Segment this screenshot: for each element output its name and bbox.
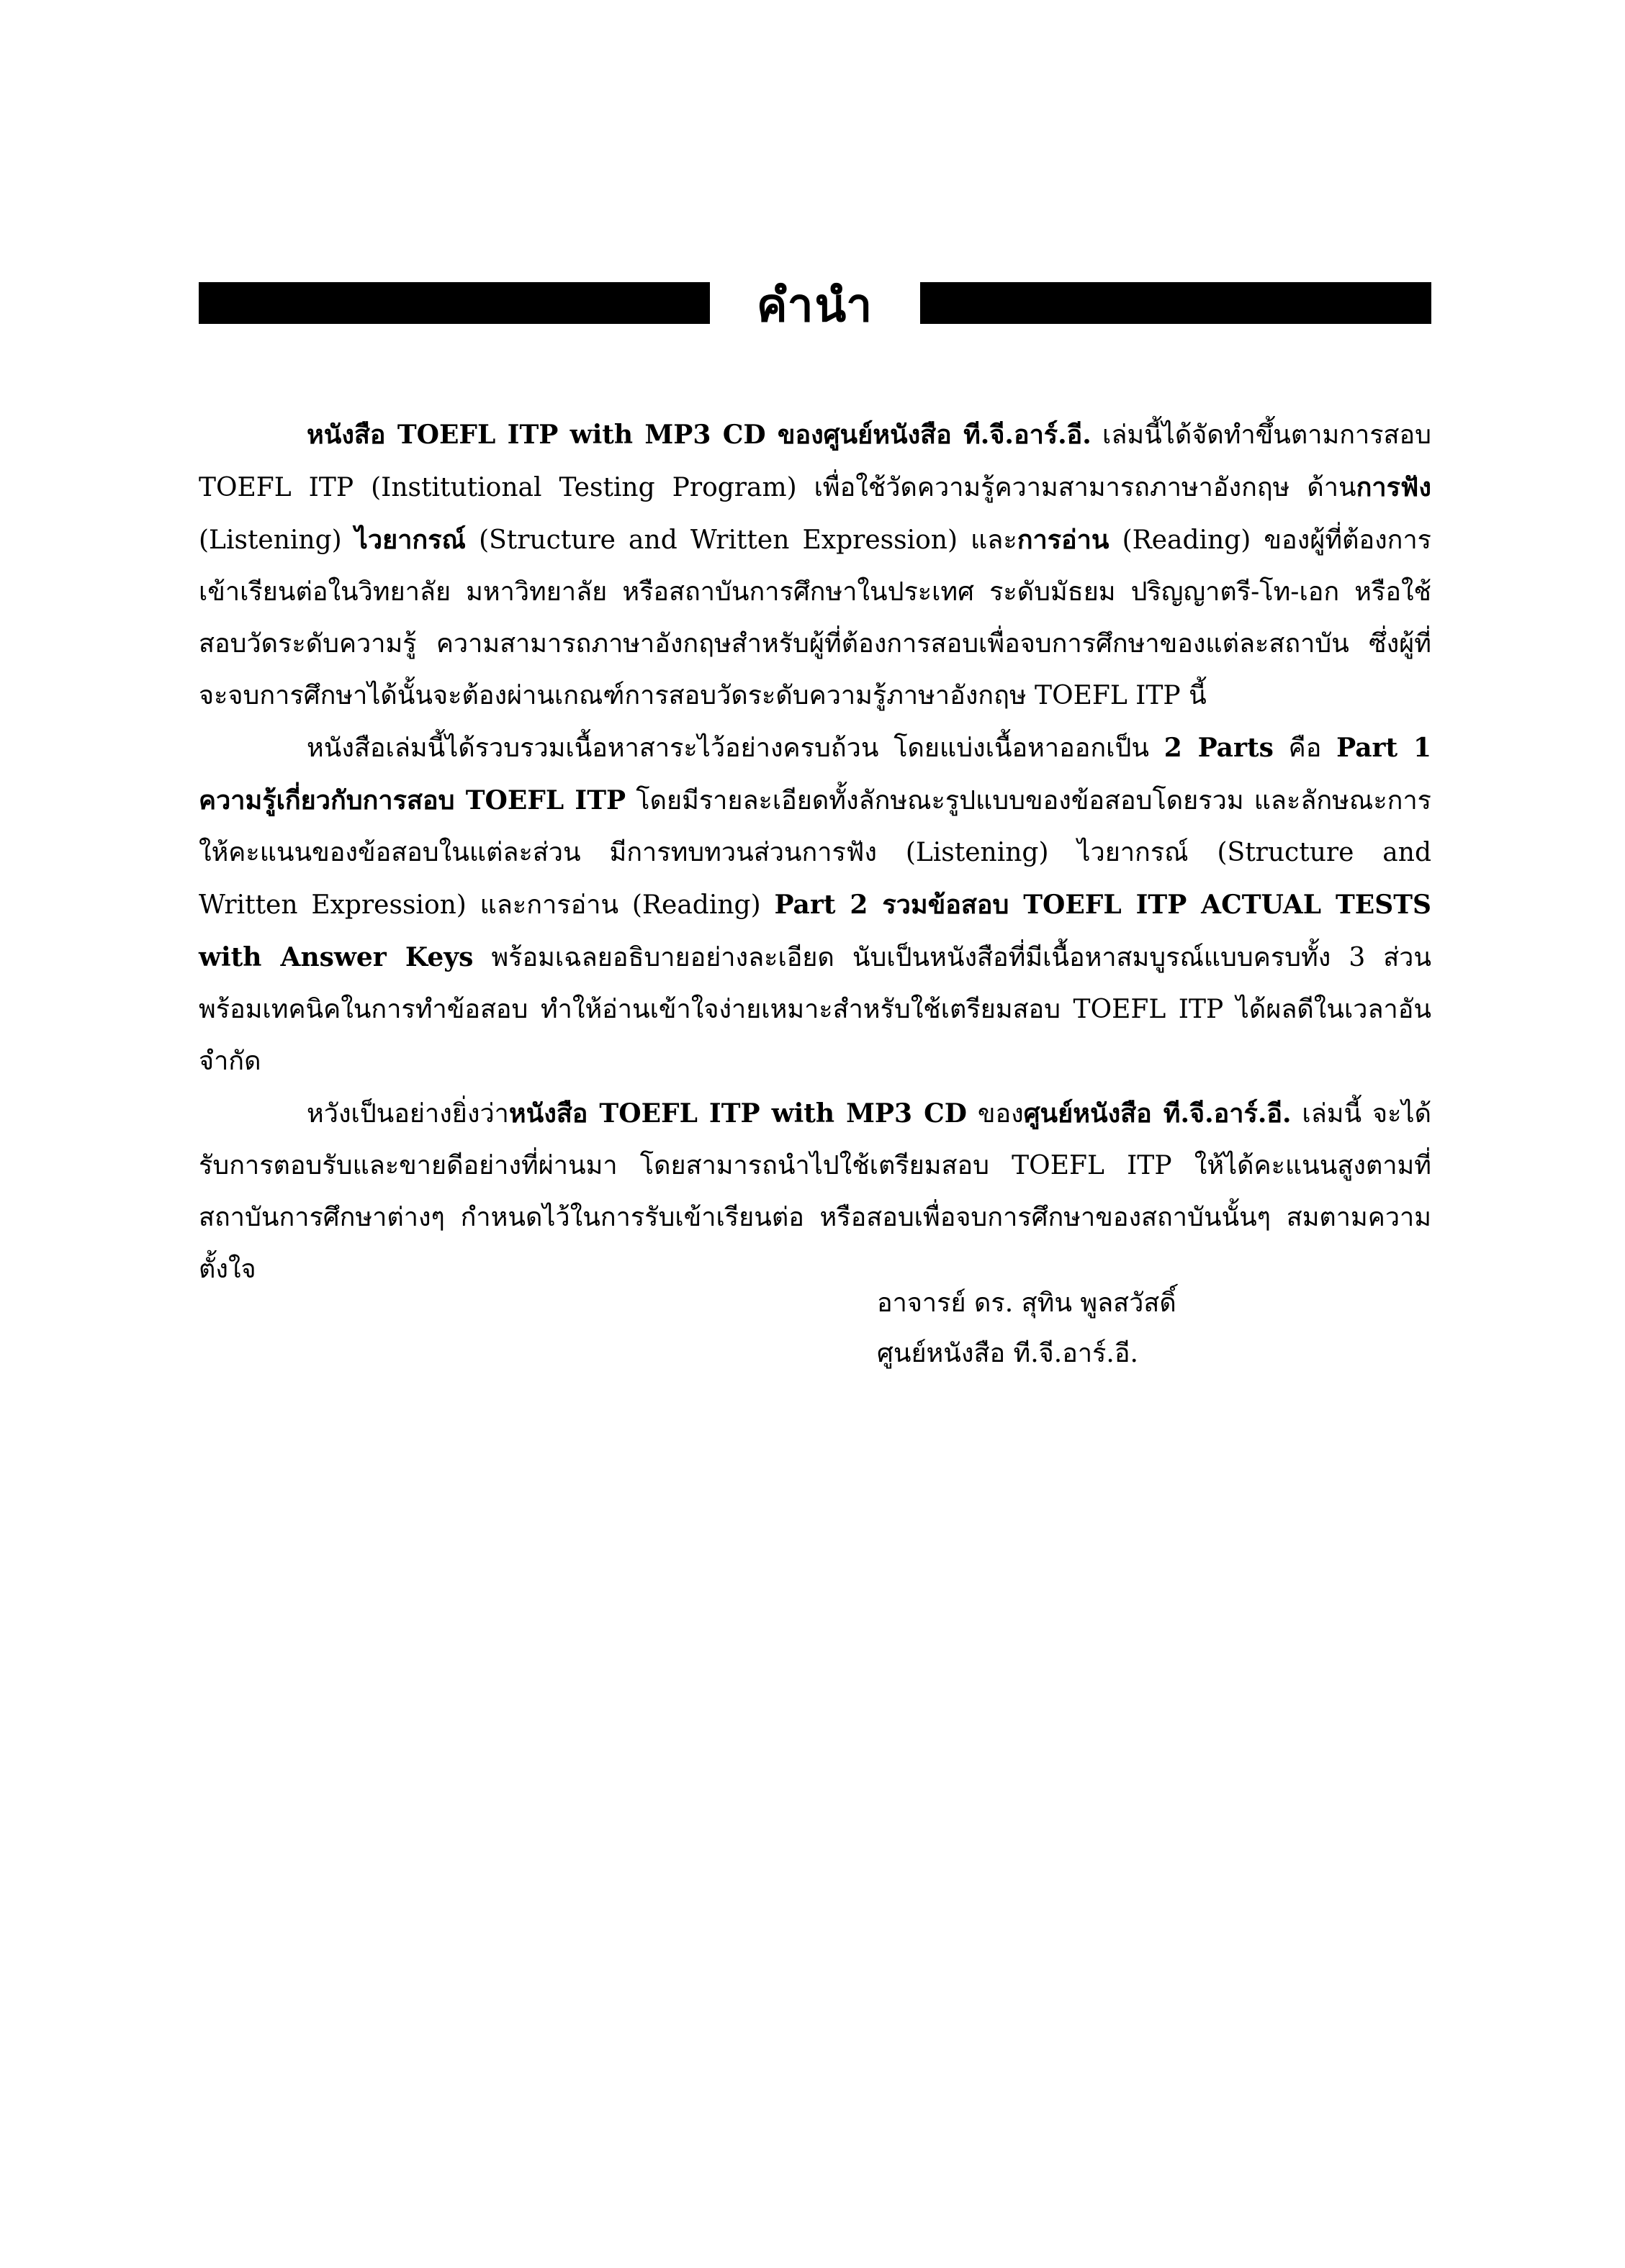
paragraph-1 <box>199 409 1431 722</box>
paragraph-3-text-b: ของ <box>966 1099 1024 1129</box>
heading-row <box>199 274 1431 342</box>
paragraph-2 <box>199 722 1431 1088</box>
author-name: อาจารย์ ดร. สุทิน พูลสวัสดิ์ <box>877 1288 1176 1318</box>
two-parts-bold: 2 Parts <box>1163 733 1274 763</box>
page-title: คำนำ <box>756 279 874 333</box>
paragraph-1-text-c: (Structure and Written Expression) และ <box>465 525 1017 555</box>
paragraph-2-text-d: พร้อมเฉลยอธิบายอย่างละเอียด นับเป็นหนังสือที่มีเนื้อหาสมบูรณ์แบบครบทั้ง 3 ส่วน พร้อมเทคนิคในการทำข้อสอบ ทำให้อ่านเข้าใจง่ายเหมาะสำหรับใช้เตรียมสอบ TOEFL ITP ได้ผลดีในเวลาอันจำกัด <box>199 943 1432 1076</box>
heading-bar-left <box>199 282 710 324</box>
reading-bold: การอ่าน <box>1017 525 1109 555</box>
paragraph-2-text-a: หนังสือเล่มนี้ได้รวบรวมเนื้อหาสาระไว้อย่างครบถ้วน โดยแบ่งเนื้อหาออกเป็น <box>307 733 1164 763</box>
paragraph-3 <box>199 1088 1431 1296</box>
paragraph-2-text-b: คือ <box>1273 733 1337 763</box>
paragraph-3-text-c: เล่มนี้ จะได้รับการตอบรับและขายดีอย่างที่ผ่านมา โดยสามารถนำไปใช้เตรียมสอบ TOEFL ITP ให้ได้คะแนนสูงตามที่สถาบันการศึกษาต่างๆ กำหนดไว้ในการรับเข้าเรียนต่อ หรือสอบเพื่อจบการศึกษาของสถาบันนั้นๆ สมตามความตั้งใจ <box>199 1099 1431 1284</box>
paragraph-1-text-a: เล่มนี้ได้จัดทำขึ้นตามการสอบ TOEFL ITP (Institutional Testing Program) เพื่อใช้วัดความรู้ความสามารถภาษาอังกฤษ ด้าน <box>199 420 1431 502</box>
part-1-bold: Part 1 ความรู้เกี่ยวกับการสอบ TOEFL ITP <box>199 733 1432 816</box>
paragraph-3-text-a: หวังเป็นอย่างยิ่งว่า <box>307 1099 509 1129</box>
paragraph-1-text-b: (Listening) <box>199 525 355 555</box>
publisher-bold: ศูนย์หนังสือ ที.จี.อาร์.อี. <box>1023 1098 1292 1129</box>
heading-bar-right <box>920 282 1431 324</box>
listening-bold: การฟัง <box>1356 472 1431 502</box>
paragraph-2-text-c: โดยมีรายละเอียดทั้งลักษณะรูปแบบของข้อสอบโดยรวม และลักษณะการให้คะแนนของข้อสอบในแต่ละส่วน มีการทบทวนส่วนการฟัง (Listening) ไวยากรณ์ (Structure and Written Expression) และการอ่าน (Reading) <box>199 786 1431 920</box>
grammar-bold: ไวยากรณ์ <box>354 525 466 555</box>
book-title-bold: หนังสือ TOEFL ITP with MP3 CD ของศูนย์หนังสือ ที.จี.อาร์.อี. <box>307 420 1091 450</box>
signature-block <box>877 1278 1176 1379</box>
organization-name: ศูนย์หนังสือ ที.จี.อาร์.อี. <box>877 1339 1138 1368</box>
book-title-bold-2: หนังสือ TOEFL ITP with MP3 CD <box>508 1098 967 1129</box>
preface-body <box>199 409 1431 1296</box>
part-2-bold: Part 2 รวมข้อสอบ TOEFL ITP ACTUAL TESTS with Answer Keys <box>199 890 1431 972</box>
paragraph-1-text-d: (Reading) ของผู้ที่ต้องการเข้าเรียนต่อในวิทยาลัย มหาวิทยาลัย หรือสถาบันการศึกษาในประเทศ ระดับมัธยม ปริญญาตรี-โท-เอก หรือใช้สอบวัดระดับความรู้ ความสามารถภาษาอังกฤษสำหรับผู้ที่ต้องการสอบเพื่อจบการศึกษาของแต่ละสถาบัน ซึ่งผู้ที่จะจบการศึกษาได้นั้นจะต้องผ่านเกณฑ์การสอบวัดระดับความรู้ภาษาอังกฤษ TOEFL ITP นี้ <box>199 525 1431 710</box>
